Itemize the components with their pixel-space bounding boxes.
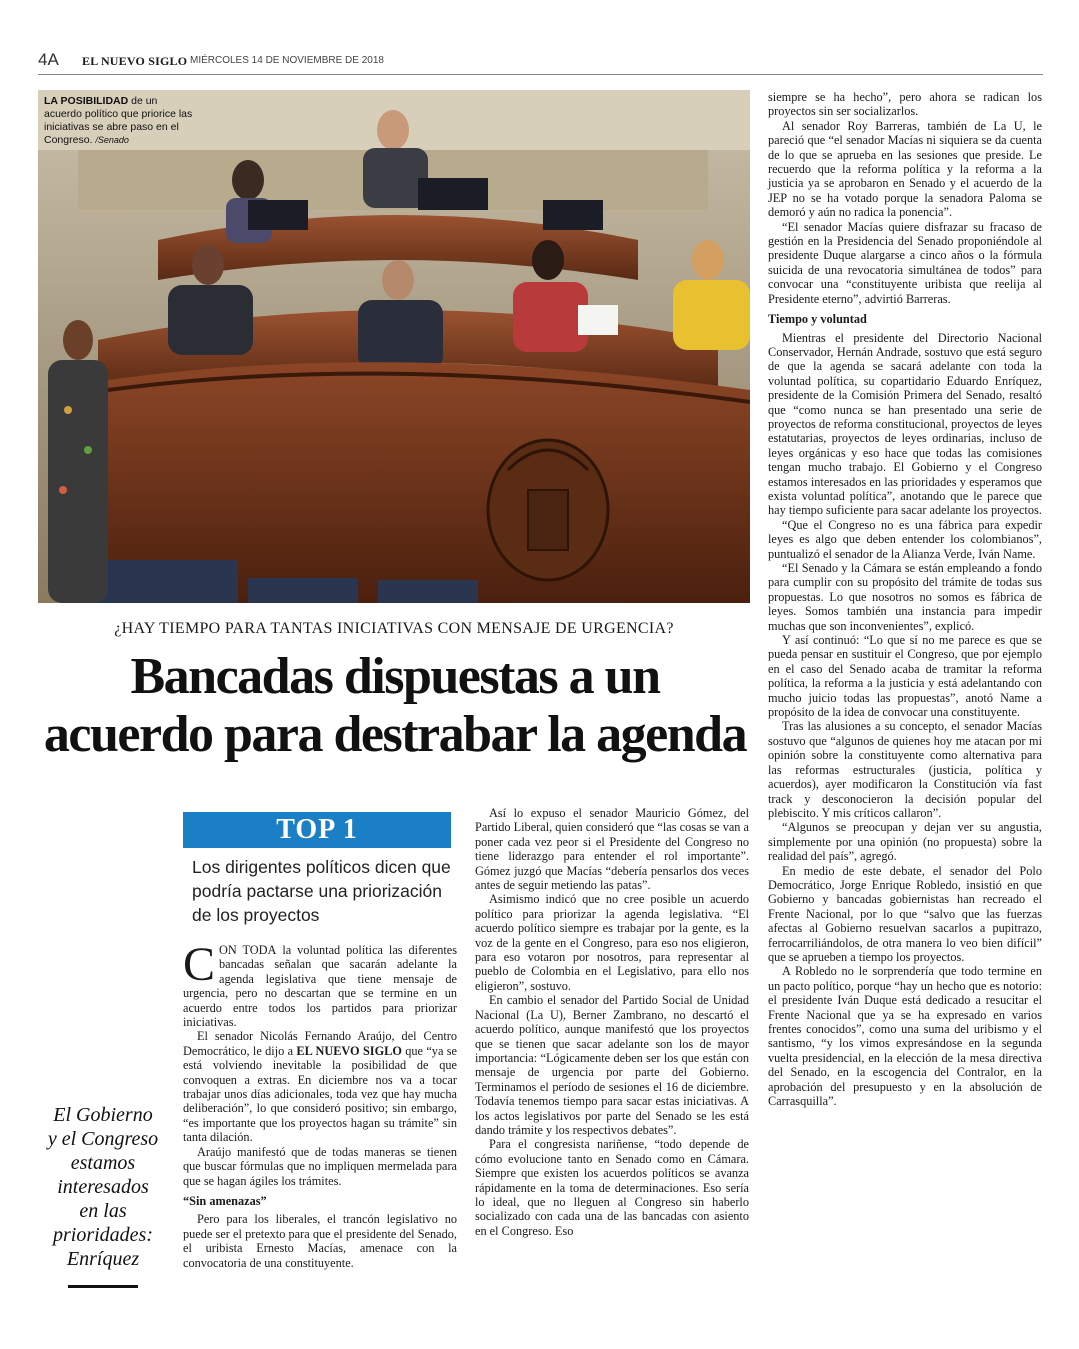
article-column-1 <box>183 938 458 1270</box>
paragraph: Mientras el presidente del Directorio Nacional Conservador, Hernán Andrade, sostuvo que está seguro de que la agenda se sacará adelante con toda la voluntad política, su copartidario Eduardo Enríquez, presidente de la Comisión Primera del Senado, resaltó que “como nunca se han presentado una serie de proyectos de reforma constitucional, proyectos de leyes estatutarias, proyectos de leyes ordinarias, incluso de leyes orgánicas y eso hace que todas las comisiones tengan mucho trabajo. El Gobierno y el Congreso estamos interesados en las prioridades y esperamos que exista voluntad política”, anotando que le parece que hay tiempo suficiente para sacar adelante los proyectos. <box>768 330 1042 518</box>
paragraph: En medio de este debate, el senador del Polo Democrático, Jorge Enrique Robledo, insistió en que Gobierno y bancadas gobiernistas han recreado el Frente Nacional, por lo que “salvo que las fuerzas afectas al Gobierno resuelvan sacarlos a pupitrazo, ferrocarriliándolos, de otra manera lo veo bien difícil” que se aprueben a tiempo los proyectos. <box>768 863 1042 964</box>
paragraph: Así lo expuso el senador Mauricio Gómez, del Partido Liberal, quien consideró que “las cosas se van a poner cada vez peor si el Presidente del Congreso no tiene liderazgo para entender el rol importante”. Gómez juzgó que Macías “debería pensarlos dos veces antes de seguir metiendo las patas”. <box>475 806 749 893</box>
headline-line-2: acuerdo para destrabar la agenda <box>43 706 747 763</box>
paragraph: Tras las alusiones a su concepto, el senador Macías sostuvo que “algunos de quienes hoy me atacan por mi opinión sobre la constituyente como alternativa para las reformas estructurales (justicia, política y acuerdos), ayer modificaron la Constitución vía fast track y desconocieron la decisión popular del plebiscito. Y mis críticos callaron”. <box>768 719 1042 820</box>
dropcap: C <box>183 938 216 991</box>
newspaper-name: EL NUEVO SIGLO <box>82 54 188 68</box>
pull-quote-line: El Gobierno <box>53 1104 153 1126</box>
paragraph: A Robledo no le sorprendería que todo termine en un pacto político, porque “hay un hecho que es notorio: el presidente Iván Duque está dedicado a resucitar el Frente Nacional que ya se ha expresado en varios frentes conocidos”, como una suma del uribismo y el santismo, “y los vimos expresándose en la segunda vuelta presidencial, en la elección de la mesa directiva del Senado, en la escogencia del Contralor, en la aprobación del presupuesto y en la absolución de Carrasquilla”. <box>768 964 1042 1109</box>
paragraph <box>183 1029 457 1144</box>
issue-date: MIÉRCOLES 14 DE NOVIEMBRE DE 2018 <box>190 55 384 66</box>
paragraph: En cambio el senador del Partido Social de Unidad Nacional (La U), Berner Zambrano, no descartó el acuerdo político, aunque manifestó que los proyectos que se tienen que sacar adelante son los de mayor importancia: “Lógicamente deben ser los que están con mensaje de urgencia por parte del Gobierno. Terminamos el período de sesiones el 16 de diciembre. Todavía tenemos tiempo para sacar estas iniciativas. A los actos legislativos por parte del Senado se les está dando trámite y los respectivos debates”. <box>475 993 749 1137</box>
page-number: 4A <box>38 50 59 69</box>
paragraph: Y así continuó: “Lo que sí no me parece es que se pueda pensar en sustituir el Congreso, que por ejemplo en el caso del Senado acaba de tramitar la reforma política, la reforma a la justicia y está adelantando con mucho juicio todas las propuestas”, anotó Name a propósito de la idea de convocar una constituyente. <box>768 633 1042 720</box>
pull-quote-line: y el Congreso <box>47 1128 159 1150</box>
paragraph-text: El senador Nicolás Fernando Araújo, del Centro Democrático, le dijo a <box>183 1029 457 1058</box>
paragraph-text: la voluntad política las diferentes bancadas señalan que sacarán adelante la agenda legislativa que tiene mensaje de urgencia, pero no descartan que se termine en un acuerdo entre todos los partidos para priorizar iniciativas. <box>183 943 458 1030</box>
paragraph: “Que el Congreso no es una fábrica para expedir leyes es algo que deben entender los colombianos”, puntualizó el senador de la Alianza Verde, Iván Name. <box>768 517 1042 561</box>
paragraph: siempre se ha hecho”, pero ahora se radican los proyectos sin ser socializarlos. <box>768 90 1042 119</box>
paragraph: Araújo manifestó que de todas maneras se tienen que buscar fórmulas que no impliquen mermelada para que se hagan ágiles los trámites. <box>183 1144 457 1188</box>
subhead: “Sin amenazas” <box>183 1193 267 1208</box>
pull-quote-rule <box>68 1285 138 1288</box>
caption-lead: LA POSIBILIDAD <box>44 95 129 107</box>
paragraph: “El Senado y la Cámara se están empleando a fondo para cumplir con su propósito del trámite de todas sus propuestas. Lo que nosotros no somos es fábrica de leyes. Somos también una instancia para impedir muchas que son inconvenientes”, explicó. <box>768 561 1042 633</box>
pull-quote-line: prioridades: <box>53 1224 153 1246</box>
article-column-2 <box>475 806 749 1238</box>
paragraph: Para el congresista nariñense, “todo depende de cómo evolucione tanto en Senado como en Cámara. Siempre que existen los acuerdos políticos se avanza rápidamente en la toma de determinaciones. Eso sería lo ideal, que no lleguen al Congreso sin haberlo socializado con cada una de las bancadas con asiento en el Congreso. Eso <box>475 1137 749 1238</box>
pull-quote-line: interesados <box>57 1176 149 1198</box>
top-badge-label: TOP 1 <box>276 814 358 845</box>
senate-photo <box>38 90 750 603</box>
pull-quote-line: Enríquez <box>66 1248 140 1270</box>
caption-text: de un acuerdo político que priorice las iniciativas se abre paso en el Congreso. <box>44 95 193 146</box>
article-kicker: ¿HAY TIEMPO PARA TANTAS INICIATIVAS CON MENSAJE DE URGENCIA? <box>114 620 674 637</box>
masthead-rule <box>38 74 1043 75</box>
paragraph <box>183 938 458 1030</box>
masthead <box>38 50 1043 74</box>
article-deck: Los dirigentes políticos dicen que podría pactarse una priorización de los proyectos <box>192 857 451 925</box>
paragraph-text: que “ya se está volviendo inevitable la posibilidad de que convoquen a extras. En diciembre nos va a tocar trabajar unos días adicionales, toda vez que hay mucha deliberación”, lo que consideró positivo; sin embargo, “es importante que los proyectos hagan su trámite” sin tanta dilación. <box>183 1043 457 1145</box>
paragraph: “Algunos se preocupan y dejan ver su angustia, simplemente por una opinión (no propuesta) sobre la realidad del país”, agregó. <box>768 820 1042 864</box>
lead-words: ON TODA <box>219 943 277 957</box>
senate-chamber-image <box>38 90 750 603</box>
top-badge <box>183 812 451 848</box>
pull-quote-line: en las <box>79 1200 127 1222</box>
newspaper-name-inline: EL NUEVO SIGLO <box>296 1043 402 1058</box>
article-column-3 <box>768 90 1042 1108</box>
caption-credit: /Senado <box>95 135 129 145</box>
paragraph: Asimismo indicó que no cree posible un acuerdo político para priorizar la agenda legislativa. “El acuerdo político siempre es trabajar por la gente, es la voz de la gente en el Congreso, para eso nos eligieron, para eso votaron por nosotros, para representar al pueblo de Colombia en el Legislativo, para ello nos eligieron”, sostuvo. <box>475 892 749 993</box>
paragraph: Al senador Roy Barreras, también de La U, le pareció que “el senador Macías ni siquiera se da cuenta de lo que se aprueba en las sesiones que preside. Le recuerdo que la reforma política y la reforma a la justicia ya se aprobaron en Senado y el acuerdo de la JEP no se ha votado porque la senadora Paloma se demoró y aún no radica la ponencia”. <box>768 118 1042 220</box>
paragraph: “El senador Macías quiere disfrazar su fracaso de gestión en la Presidencia del Senado proponiéndole al presidente Duque alargarse a cinco años o la fórmula suicida de una revocatoria simultánea de todos” para convocar una “constituyente uribista que reelija al Presidente eterno”, advirtió Barreras. <box>768 219 1042 306</box>
headline-line-1: Bancadas dispuestas a un <box>130 648 660 705</box>
pull-quote <box>38 1103 168 1288</box>
article-headline <box>30 648 760 764</box>
pull-quote-line: estamos <box>70 1152 136 1174</box>
photo-caption <box>44 95 194 147</box>
subhead: Tiempo y voluntad <box>768 312 867 327</box>
paragraph: Pero para los liberales, el trancón legislativo no puede ser el pretexto para que el presidente del Senado, el uribista Ernesto Macías, amenace con la convocatoria de una constituyente. <box>183 1212 457 1270</box>
